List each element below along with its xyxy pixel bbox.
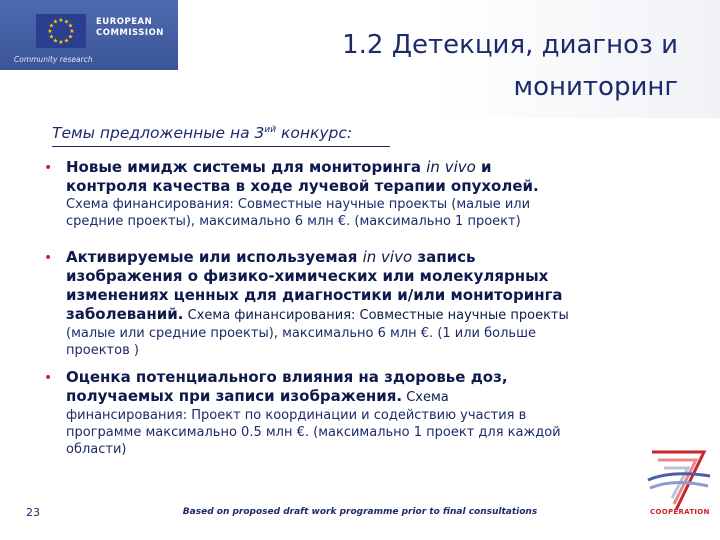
subtitle-text-after: конкурс:: [276, 124, 353, 142]
slide-title: [258, 24, 678, 108]
svg-text:★: ★: [47, 28, 53, 35]
ec-logo: [0, 0, 178, 70]
list-item: [66, 248, 666, 359]
bullet-icon: •: [44, 370, 53, 386]
svg-text:★: ★: [67, 33, 74, 41]
subtitle-underline: [52, 146, 390, 147]
item-heading-line4: заболеваний. Схема финансирования: Совместные научные проекты: [66, 305, 569, 323]
ec-name-line2: COMMISSION: [96, 28, 164, 38]
svg-text:★: ★: [48, 33, 55, 41]
item-heading-line2: получаемых при записи изображения. Схема: [66, 387, 449, 405]
svg-text:★: ★: [63, 18, 70, 26]
svg-text:★: ★: [67, 22, 74, 30]
subtitle-sup: ий: [264, 124, 277, 135]
item-heading: Активируемые или используемая in vivo запись: [66, 248, 476, 266]
item-funding-line2: программе максимально 0.5 млн €. (максимально 1 проект для каждой: [66, 425, 561, 440]
list-item: [66, 158, 666, 230]
ec-name: [96, 17, 164, 39]
ec-name-line1: EUROPEAN: [96, 17, 153, 27]
item-funding-line1: (малые или средние проекты), максимально 6 млн €. (1 или больше: [66, 326, 536, 341]
subtitle-text-before: Темы предложенные на 3: [52, 124, 265, 142]
fp7-label: COOPERATION: [650, 508, 710, 516]
slide-title-line1: 1.2 Детекция, диагноз и: [342, 30, 678, 60]
slide-subtitle: [52, 124, 352, 142]
eu-flag-icon: [36, 14, 86, 48]
item-heading-line2: контроля качества в ходе лучевой терапии опухолей.: [66, 177, 539, 195]
item-heading-line2: изображения о физико-химических или молекулярных: [66, 267, 549, 285]
page-number: 23: [26, 506, 40, 519]
item-funding-line1: Схема финансирования: Совместные научные проекты (малые или: [66, 197, 531, 212]
bullet-icon: •: [44, 250, 53, 266]
item-funding-line1: финансирования: Проект по координации и содействию участия в: [66, 408, 527, 423]
item-funding-line3: области): [66, 442, 127, 457]
svg-text:★: ★: [63, 37, 70, 45]
svg-text:★: ★: [52, 37, 59, 45]
item-heading: Новые имидж системы для мониторинга in vivo и: [66, 158, 492, 176]
item-heading-line3: изменениях ценных для диагностики и/или мониторинга: [66, 286, 563, 304]
svg-text:★: ★: [52, 18, 59, 26]
item-funding-line2: проектов ): [66, 343, 139, 358]
footer-note: Based on proposed draft work programme prior to final consultations: [182, 507, 538, 517]
svg-text:★: ★: [58, 39, 64, 46]
item-heading: Оценка потенциального влияния на здоровье доз,: [66, 368, 508, 386]
bullet-icon: •: [44, 160, 53, 176]
item-funding-line2: средние проекты), максимально 6 млн €. (максимально 1 проект): [66, 214, 521, 229]
slide-title-line2: мониторинг: [513, 72, 678, 102]
svg-text:★: ★: [69, 28, 75, 35]
ec-tagline: Community research: [14, 55, 93, 64]
svg-text:★: ★: [48, 22, 55, 30]
list-item: [66, 368, 666, 458]
svg-text:★: ★: [58, 17, 64, 24]
